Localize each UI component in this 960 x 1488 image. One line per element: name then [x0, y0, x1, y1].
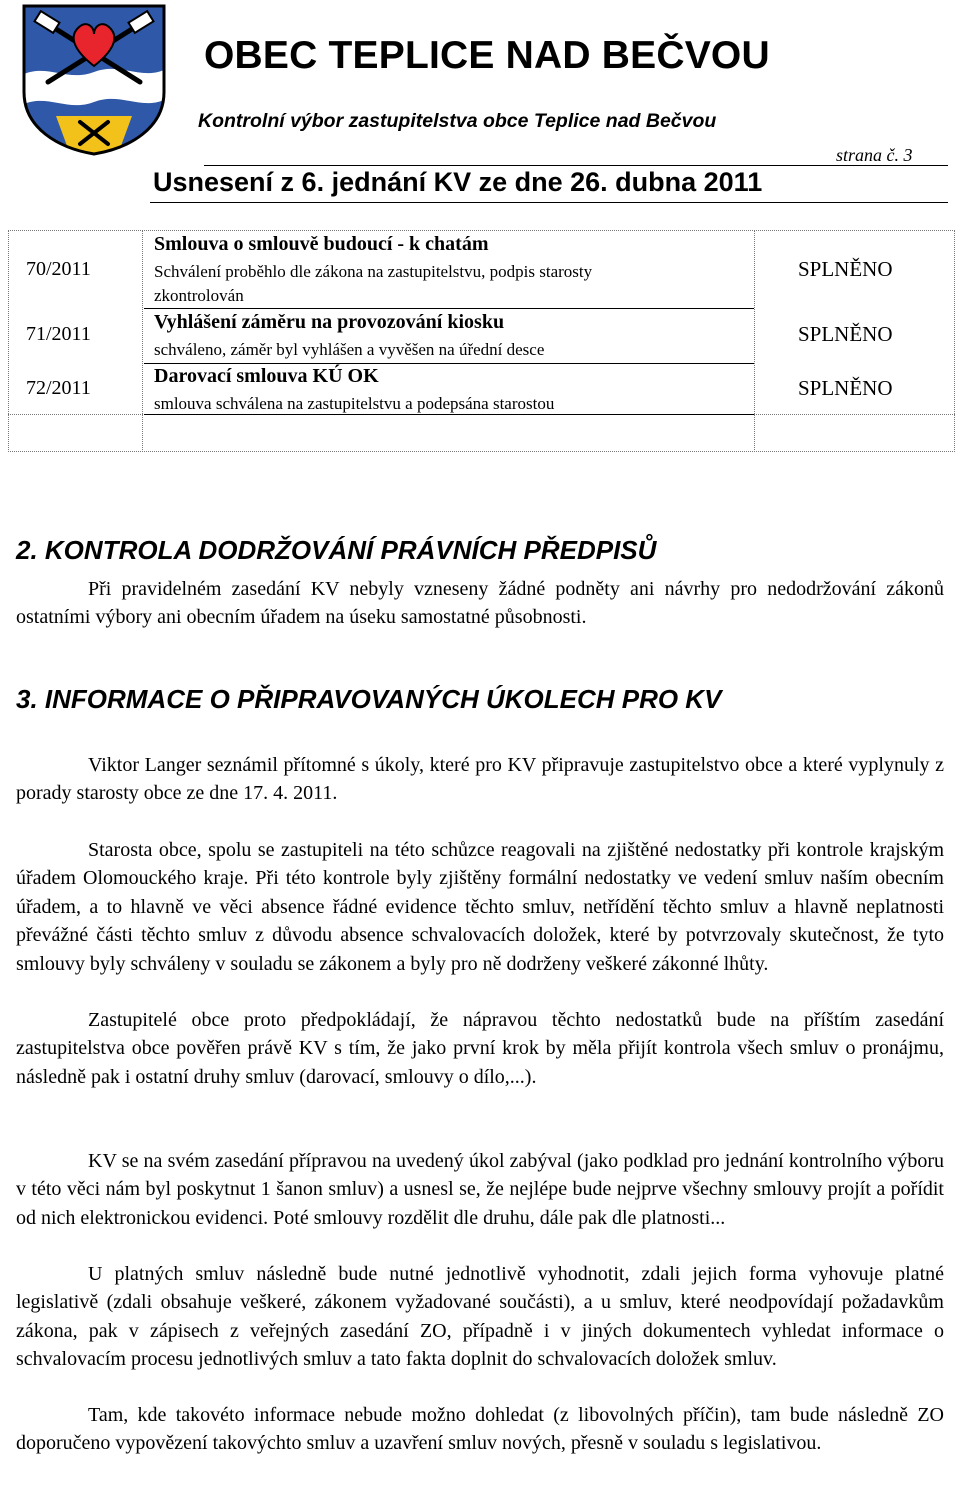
- resolution-title-71: Vyhlášení záměru na provozování kiosku: [154, 311, 505, 333]
- section-3-heading: 3. INFORMACE O PŘIPRAVOVANÝCH ÚKOLECH PRO KV: [16, 684, 722, 714]
- resolution-title: Usnesení z 6. jednání KV ze dne 26. dubna 2011: [153, 167, 763, 197]
- resolution-rule: [150, 202, 948, 203]
- table-row-rule: [144, 308, 754, 309]
- resolution-description: schváleno, záměr byl vyhlášen a vyvěšen na úřední desce: [154, 340, 545, 359]
- resolution-description: Schválení proběhlo dle zákona na zastupitelstvu, podpis starosty: [154, 262, 593, 281]
- resolution-title-70: Smlouva o smlouvě budoucí - k chatám: [154, 233, 489, 255]
- section-3-paragraph-2: Starosta obce, spolu se zastupiteli na této schůzce reagovali na zjištěné nedostatky při kontrole krajským úřadem Olomouckého kraje. Při této kontrole byly zjištěny formální nedostatky ve vedení smluv naším obecním úřadem, a to hlavně ve věci absence řádné evidence těchto smluv, netřídění těchto smluv a hlavně neplatnosti převážné části těchto smluv z důvodu absence schvalovacích doložek, které by potvrzovaly skutečnost, že tyto smlouvy byly schváleny v souladu se zákonem a byly pro ně dodrženy veškeré zákonné lhůty.: [16, 839, 944, 975]
- section-2-heading: 2. KONTROLA DODRŽOVÁNÍ PRÁVNÍCH PŘEDPISŮ: [16, 535, 657, 565]
- status-badge: SPLNĚNO: [798, 257, 893, 281]
- resolution-number: 71/2011: [26, 323, 91, 345]
- table-border-bottom: [8, 451, 955, 452]
- status-badge: SPLNĚNO: [798, 376, 893, 400]
- page-number: strana č. 3: [836, 145, 913, 165]
- page-subtitle: Kontrolní výbor zastupitelstva obce Teplice nad Bečvou: [198, 110, 717, 132]
- table-divider: [142, 230, 143, 452]
- resolution-description: zkontrolován: [154, 286, 244, 305]
- section-3-paragraph-6: Tam, kde takovéto informace nebude možno dohledat (z libovolných příčin), tam bude následně ZO doporučeno vypovězení takovýchto smluv a uzavření smluv nových, přesně v souladu s legislativou.: [16, 1404, 944, 1455]
- resolution-number: 70/2011: [26, 258, 91, 280]
- table-row-rule: [144, 363, 754, 364]
- resolution-description: smlouva schválena na zastupitelstvu a podepsána starostou: [154, 394, 555, 413]
- section-3-paragraph-5: U platných smluv následně bude nutné jednotlivě vyhodnotit, zdali jejich forma vyhovuje platné legislativě (zdali obsahuje veškeré, zákonem vyžadované součásti), a u smluv, které neodpovídají požadavkům zákona, pak v zápisech z veřejných zasedání ZO, případně i v jiných dokumentech vyhledat informace o schvalovacím procesu jednotlivých smluv a tato fakta doplnit do schvalovacích doložek smluv.: [16, 1263, 944, 1371]
- table-border-left: [8, 230, 9, 452]
- table-border-top: [8, 230, 955, 231]
- status-badge: SPLNĚNO: [798, 322, 893, 346]
- section-2-paragraph: Při pravidelném zasedání KV nebyly vzneseny žádné podněty ani návrhy pro nedodržování zákonů ostatními výbory ani obecním úřadem na úseku samostatné působnosti.: [16, 578, 944, 629]
- section-3-paragraph-1: Viktor Langer seznámil přítomné s úkoly, které pro KV připravuje zastupitelstvo obce a které vyplynuly z porady starosty obce ze dne 17. 4. 2011.: [16, 754, 944, 805]
- section-3-paragraph-3: Zastupitelé obce proto předpokládají, že nápravou těchto nedostatků bude na příštím zasedání zastupitelstva obce pověřen právě KV s tím, že jako první krok by měla přijít kontrola všech smluv o pronájmu, následně pak i ostatní druhy smluv (darovací, smlouvy o dílo,...).: [16, 1009, 944, 1088]
- resolution-number: 72/2011: [26, 377, 91, 399]
- table-border-right: [954, 230, 955, 452]
- page-title: OBEC TEPLICE NAD BEČVOU: [204, 34, 770, 77]
- section-3-paragraph-4: KV se na svém zasedání přípravou na uvedený úkol zabýval (jako podklad pro jednání kontrolního výboru v této věci nám byl poskytnut 1 šanon smluv) a usnesl se, že nejlépe bude nejprve všechny smlouvy projít a pořídit od nich elektronickou evidenci. Poté smlouvy rozdělit dle druhu, dále pak dle platnosti...: [16, 1150, 944, 1229]
- municipal-crest-icon: [18, 4, 170, 156]
- table-divider: [754, 230, 755, 452]
- resolution-title-72: Darovací smlouva KÚ OK: [154, 365, 379, 387]
- resolutions-table: [8, 230, 956, 452]
